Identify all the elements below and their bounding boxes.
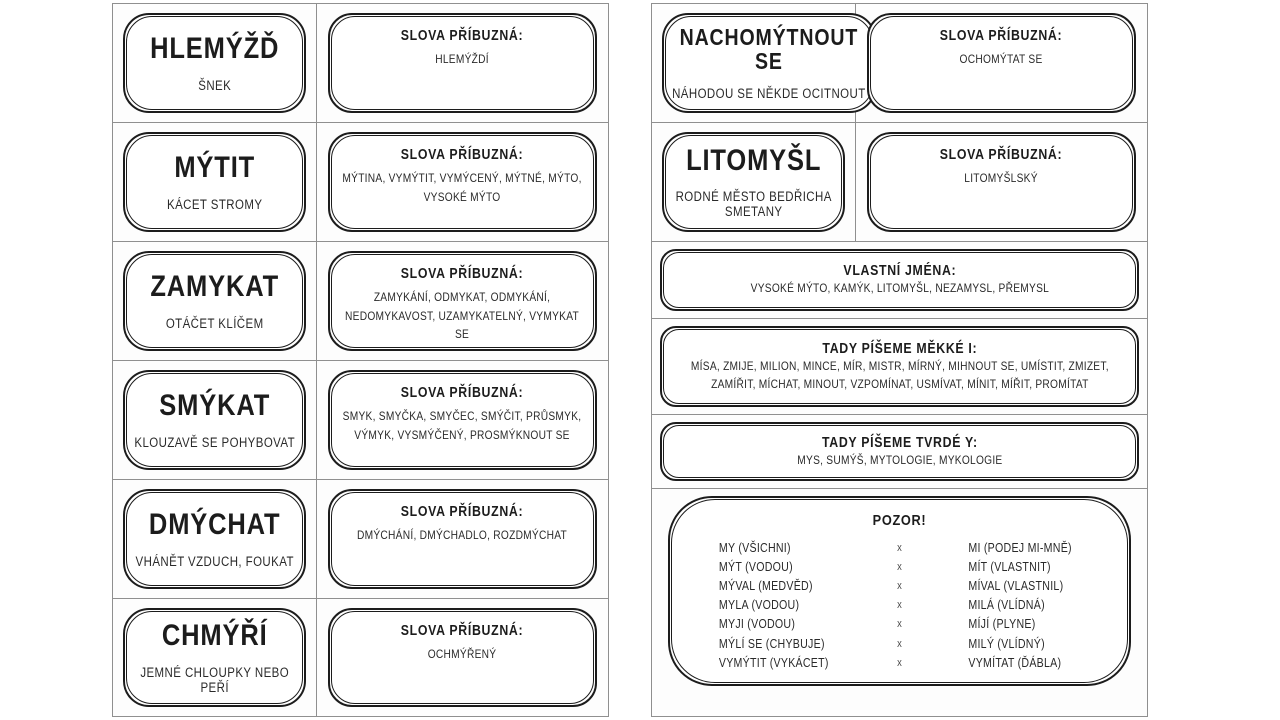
- versus-mark: x: [897, 637, 902, 650]
- term-definition: NÁHODOU SE NĚKDE OCITNOUT: [672, 86, 866, 102]
- related-words-card: [328, 370, 597, 470]
- related-words-list: OCHOMÝTAT SE: [960, 52, 1043, 66]
- pozor-table-row: [671, 653, 1127, 672]
- info-card-title: TADY PÍŠEME TVRDÉ Y:: [821, 434, 978, 451]
- pozor-table-row: [671, 615, 1127, 634]
- versus-mark: x: [897, 656, 902, 669]
- related-words-card: [867, 13, 1136, 113]
- related-words-card: [328, 489, 597, 589]
- related-words-card: [328, 251, 597, 351]
- related-words-label: SLOVA PŘÍBUZNÁ:: [940, 147, 1063, 163]
- term-definition: VHÁNĚT VZDUCH, FOUKAT: [135, 553, 294, 569]
- term-word: DMÝCHAT: [148, 508, 281, 542]
- term-definition: OTÁČET KLÍČEM: [165, 315, 264, 331]
- versus-mark: x: [897, 618, 902, 631]
- related-words-label: SLOVA PŘÍBUZNÁ:: [401, 28, 524, 44]
- card-row: [113, 361, 608, 480]
- term-definition: JEMNÉ CHLOUPKY NEBO PEŘÍ: [140, 664, 289, 695]
- term-definition: RODNÉ MĚSTO BEDŘICHA SMETANY: [675, 189, 832, 220]
- info-row: [652, 319, 1147, 415]
- card-row: [652, 123, 1147, 242]
- term-word: LITOMYŠL: [685, 143, 822, 177]
- related-words-card: [867, 132, 1136, 232]
- info-card-content: MÍSA, ZMIJE, MILION, MINCE, MÍR, MISTR, MÍRNÝ, MIHNOUT SE, UMÍSTIT, ZMIZET, ZAMÍŘIT, MÍCHAT, MINOUT, VZPOMÍNAT, USMÍVAT, MÍNIT, MÍŘIT, PROMÍTAT: [690, 358, 1109, 391]
- term-card-litomysl: [662, 132, 845, 232]
- term-word: ZAMYKAT: [150, 270, 279, 304]
- related-words-list: SMYK, SMYČKA, SMYČEC, SMÝČIT, PRŮSMYK, VÝMYK, VYSMÝČENÝ, PROSMÝKNOUT SE: [343, 409, 582, 442]
- term-word: MÝTIT: [174, 151, 255, 185]
- info-row: [652, 242, 1147, 319]
- versus-mark: x: [897, 599, 902, 612]
- info-card-mekke-i: [660, 326, 1139, 407]
- related-words-label: SLOVA PŘÍBUZNÁ:: [401, 266, 524, 282]
- pozor-table-row: [671, 557, 1127, 576]
- info-card-title: VLASTNÍ JMÉNA:: [843, 263, 956, 279]
- term-card-zamykat: [123, 251, 306, 351]
- card-row: [113, 480, 608, 599]
- term-card-chmyri: [123, 608, 306, 707]
- info-card-content: MYS, SUMÝŠ, MYTOLOGIE, MYKOLOGIE: [796, 452, 1003, 467]
- related-words-list: LITOMYŠLSKÝ: [964, 171, 1039, 185]
- pozor-left-word: MYJI (VODOU): [718, 617, 796, 632]
- versus-mark: x: [897, 541, 902, 554]
- info-card-tvrde-y: [660, 422, 1139, 481]
- term-card-dmychat: [123, 489, 306, 589]
- worksheet-page-right: [651, 3, 1148, 717]
- worksheet-page-left: [112, 3, 609, 717]
- pozor-card: [668, 496, 1131, 686]
- pozor-left-word: MÝVAL (MEDVĚD): [718, 578, 813, 593]
- versus-mark: x: [897, 579, 902, 592]
- related-words-label: SLOVA PŘÍBUZNÁ:: [940, 28, 1063, 44]
- related-words-card: [328, 13, 597, 113]
- related-words-list: MÝTINA, VYMÝTIT, VYMÝCENÝ, MÝTNÉ, MÝTO, VYSOKÉ MÝTO: [342, 171, 583, 204]
- pozor-left-word: MÝT (VODOU): [718, 559, 793, 574]
- pozor-right-word: MILÝ (VLÍDNÝ): [968, 636, 1045, 651]
- pozor-title: POZOR!: [872, 512, 927, 529]
- related-words-label: SLOVA PŘÍBUZNÁ:: [401, 385, 524, 401]
- related-words-card: [328, 608, 597, 707]
- card-row: [113, 4, 608, 123]
- pozor-comparison-table: [671, 538, 1127, 672]
- pozor-right-word: MÍJÍ (PLYNE): [968, 617, 1036, 632]
- term-definition: ŠNEK: [198, 77, 231, 93]
- term-definition: KLOUZAVĚ SE POHYBOVAT: [134, 434, 295, 450]
- pozor-table-row: [671, 538, 1127, 557]
- versus-mark: x: [897, 560, 902, 573]
- pozor-right-word: MI (PODEJ MI-MNĚ): [968, 540, 1072, 555]
- related-words-list: DMÝCHÁNÍ, DMÝCHADLO, ROZDMÝCHAT: [357, 528, 568, 542]
- related-words-label: SLOVA PŘÍBUZNÁ:: [401, 623, 524, 639]
- info-row: [652, 415, 1147, 489]
- pozor-left-word: MÝLÍ SE (CHYBUJE): [718, 636, 825, 651]
- info-card-content: VYSOKÉ MÝTO, KAMÝK, LITOMYŠL, NEZAMYSL, PŘEMYSL: [750, 281, 1049, 295]
- term-word: CHMÝŘÍ: [161, 619, 268, 653]
- term-card-hlemyzd: [123, 13, 306, 113]
- pozor-right-word: MÍT (VLASTNIT): [968, 559, 1051, 574]
- pozor-table-row: [671, 576, 1127, 595]
- card-row: [113, 123, 608, 242]
- related-words-label: SLOVA PŘÍBUZNÁ:: [401, 504, 524, 520]
- info-card-title: TADY PÍŠEME MĚKKÉ I:: [822, 340, 977, 357]
- related-words-list: ZAMYKÁNÍ, ODMYKAT, ODMYKÁNÍ, NEDOMYKAVOST, UZAMYKATELNÝ, VYMYKAT SE: [345, 290, 580, 342]
- pozor-left-word: MYLA (VODOU): [718, 598, 800, 613]
- info-card-vlastni-jmena: [660, 249, 1139, 311]
- term-card-nachomytnout-se: [662, 13, 876, 113]
- related-words-label: SLOVA PŘÍBUZNÁ:: [401, 147, 524, 163]
- term-word: HLEMÝŽĎ: [149, 32, 280, 66]
- term-definition: KÁCET STROMY: [166, 196, 263, 212]
- card-row: [652, 4, 1147, 123]
- related-words-list: HLEMÝŽDÍ: [435, 52, 490, 66]
- term-word: NACHOMÝTNOUT SE: [679, 23, 859, 74]
- term-card-smykat: [123, 370, 306, 470]
- related-words-card: [328, 132, 597, 232]
- pozor-table-row: [671, 634, 1127, 653]
- term-card-mytit: [123, 132, 306, 232]
- term-word: SMÝKAT: [159, 389, 270, 423]
- related-words-list: OCHMÝŘENÝ: [428, 647, 497, 661]
- pozor-right-word: MÍVAL (VLASTNIL): [968, 578, 1064, 593]
- pozor-table-row: [671, 596, 1127, 615]
- pozor-right-word: VYMÍTAT (ĎÁBLA): [968, 655, 1062, 670]
- pozor-row-container: [652, 489, 1147, 716]
- card-row: [113, 599, 608, 716]
- pozor-left-word: MY (VŠICHNI): [718, 540, 791, 555]
- card-row: [113, 242, 608, 361]
- pozor-right-word: MILÁ (VLÍDNÁ): [968, 598, 1045, 613]
- pozor-left-word: VYMÝTIT (VYKÁCET): [718, 655, 829, 670]
